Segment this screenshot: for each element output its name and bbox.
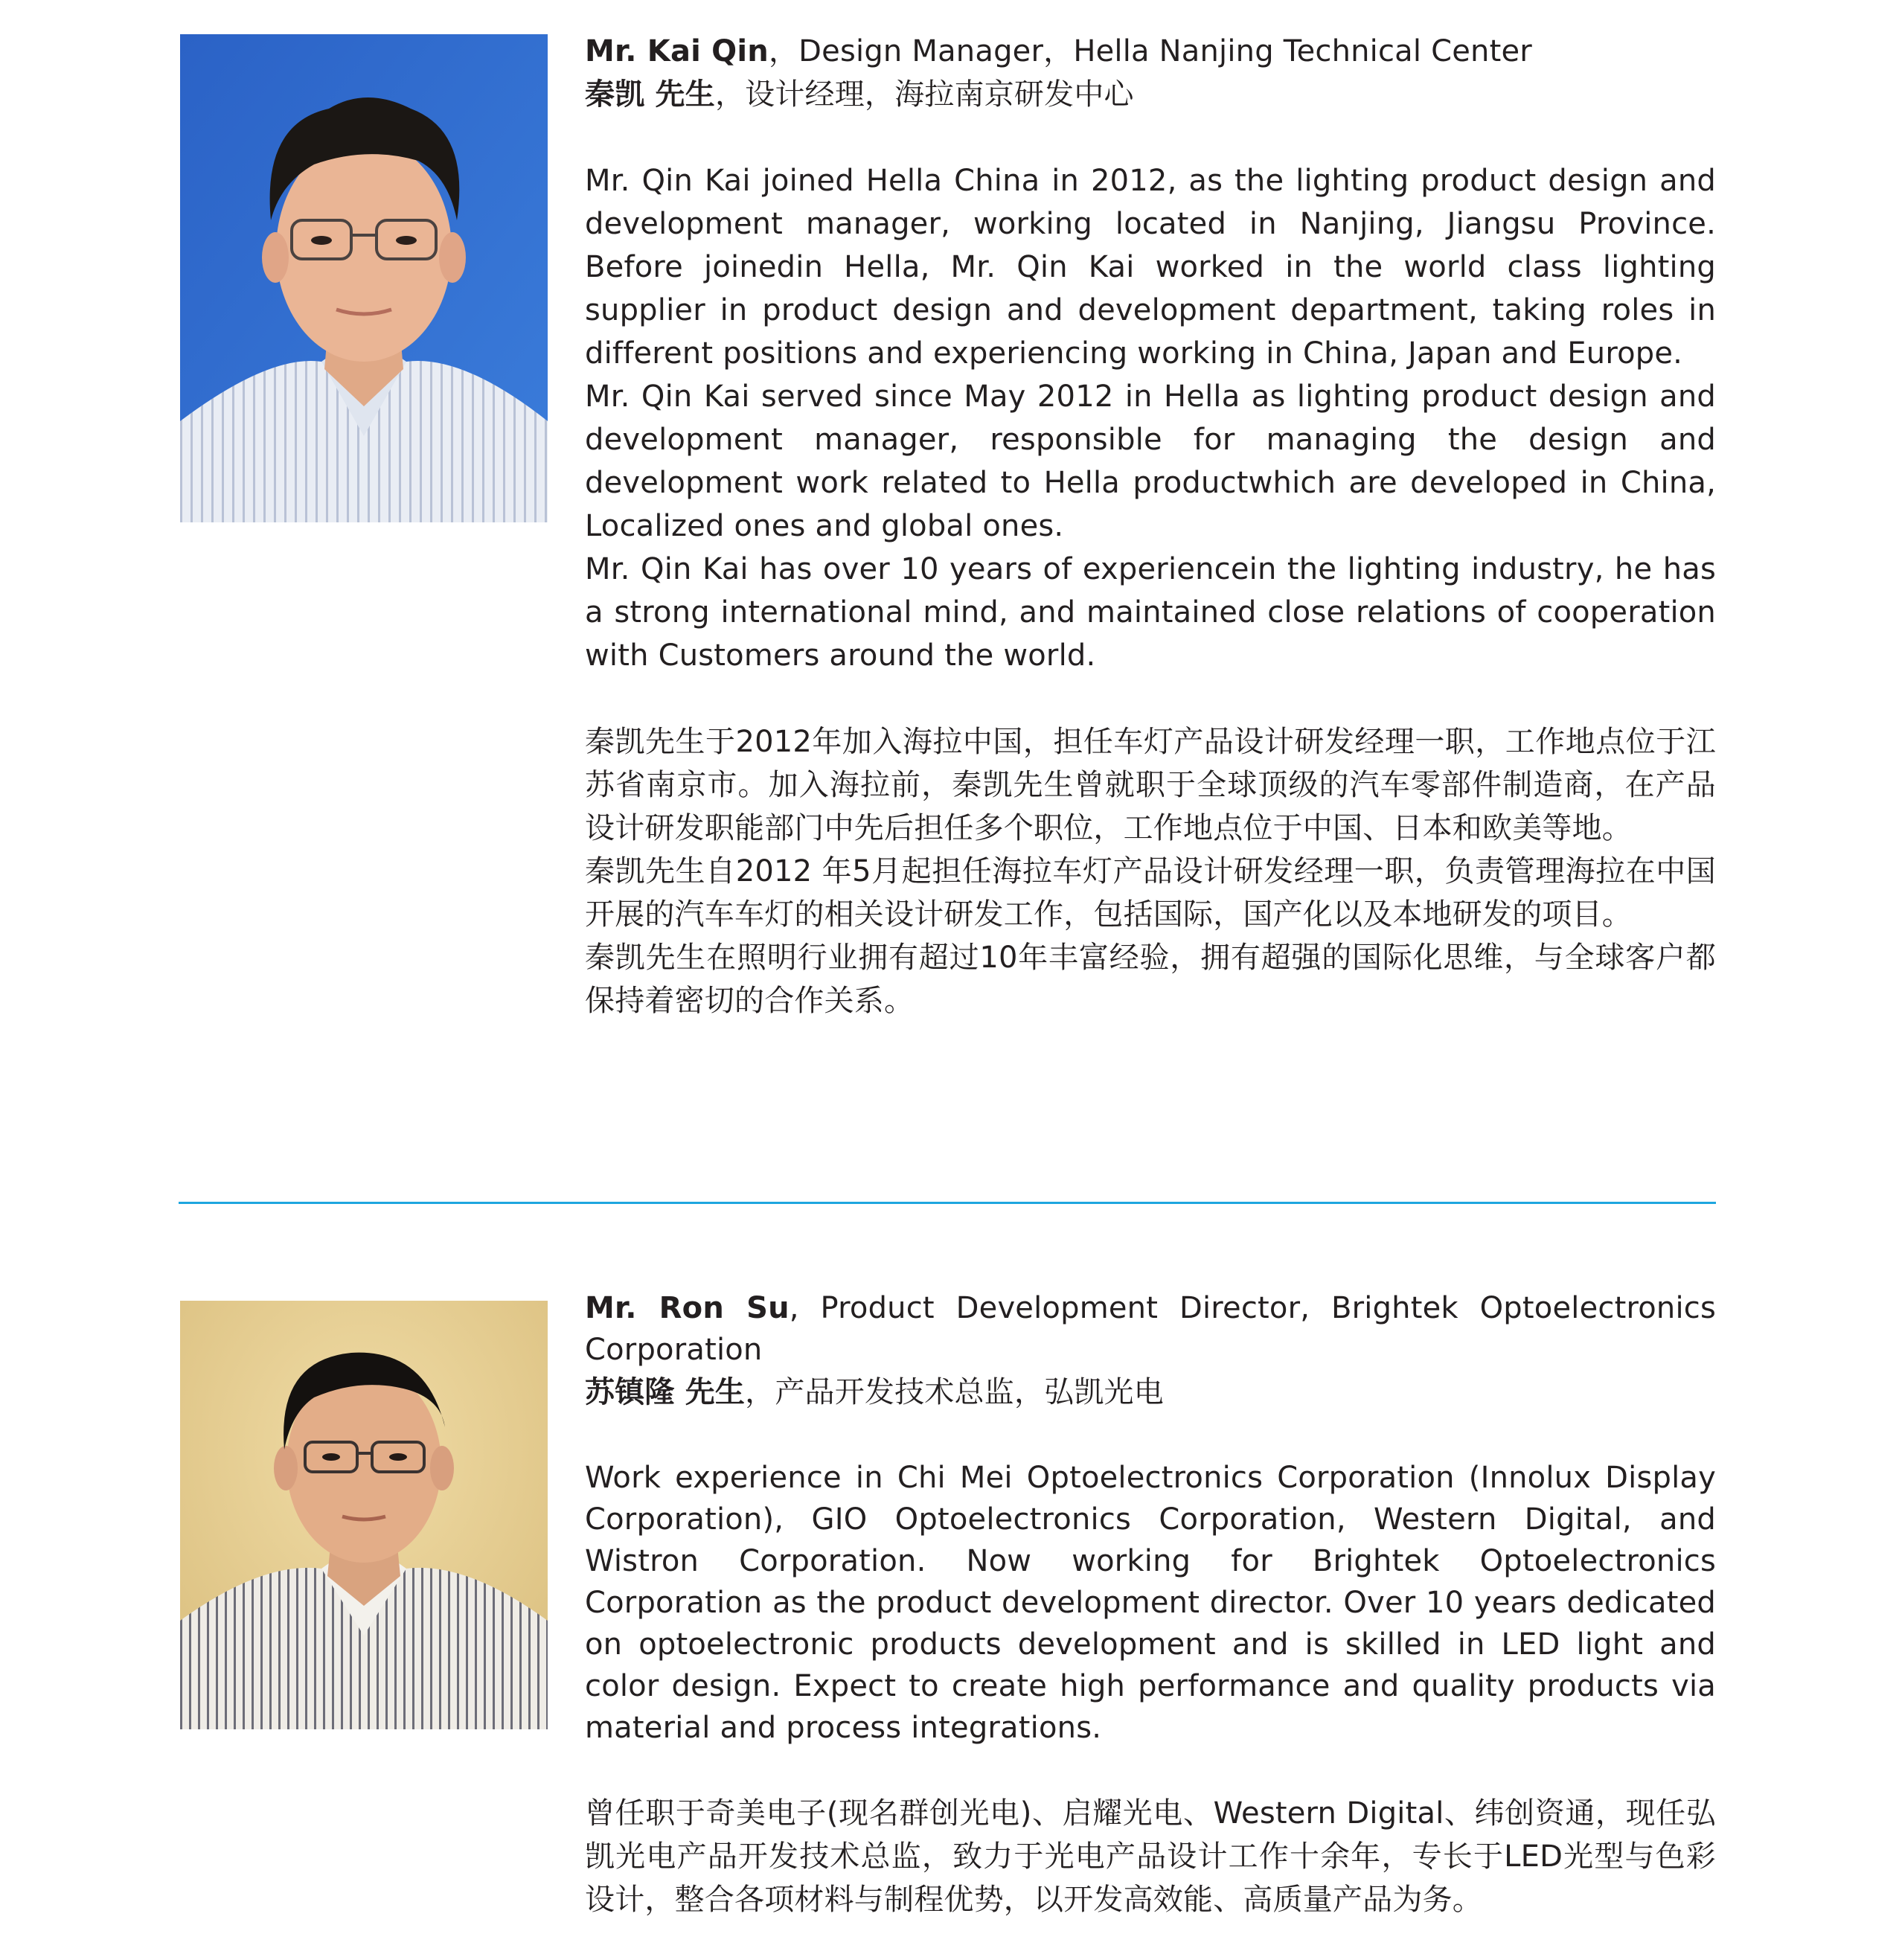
spacer [585,116,1716,159]
bio-paragraph-en: Mr. Qin Kai joined Hella China in 2012, as the lighting product design and development manager, working located in Nanjing, Jiangsu Province. Before joinedin Hella, Mr. Qin Kai worked in the world class lighting supplier in product design and development department, taking roles in different positions and experiencing working in China, Japan and Europe. [585,164,1716,371]
speaker-heading-cn [585,73,1716,116]
bio-paragraph-cn: 曾任职于奇美电子(现名群创光电)、启耀光电、Western Digital、纬创资通，现任弘凯光电产品开发技术总监，致力于光电产品设计工作十余年，专长于LED光型与色彩设计，整合各项材料与制程优势，以开发高效能、高质量产品为务。 [585,1796,1716,1917]
speaker-bio-ron-su [585,1287,1716,1921]
bio-paragraph-cn: 秦凯先生在照明行业拥有超过10年丰富经验，拥有超强的国际化思维，与全球客户都保持着密切的合作关系。 [585,941,1716,1018]
speaker-heading-en [585,30,1716,73]
speaker-title-cn: ，产品开发技术总监，弘凯光电 [745,1375,1164,1409]
portrait-image [180,34,548,522]
spacer [585,1749,1716,1792]
speaker-heading-cn [585,1371,1716,1414]
speaker-heading-en [585,1287,1716,1371]
portrait-image [180,1301,548,1729]
speaker-title: ，Design Manager，Hella Nanjing Technical Center [768,34,1532,68]
bio-paragraph-cn: 秦凯先生于2012年加入海拉中国，担任车灯产品设计研发经理一职，工作地点位于江苏省南京市。加入海拉前，秦凯先生曾就职于全球顶级的汽车零部件制造商，在产品设计研发职能部门中先后担任多个职位，工作地点位于中国、日本和欧美等地。 [585,725,1716,845]
bio-paragraph-en: Mr. Qin Kai served since May 2012 in Hella as lighting product design and development manager, responsible for managing the design and development work related to Hella productwhich are developed in China, Localized ones and global ones. [585,379,1716,543]
speaker-title: , Product Development Director, Brightek Optoelectronics Corporation [585,1291,1716,1367]
speaker-bio-kai-qin [585,30,1716,1022]
speaker-photo-ron-su [180,1301,548,1729]
bio-cn [585,720,1716,1022]
speaker-name-cn: 秦凯 先生 [585,77,715,112]
spacer [585,1414,1716,1457]
bio-cn [585,1792,1716,1921]
speaker-name-cn: 苏镇隆 先生 [585,1375,746,1409]
speaker-name: Mr. Ron Su [585,1291,790,1325]
bio-paragraph-en: Mr. Qin Kai has over 10 years of experiencein the lighting industry, he has a strong international mind, and maintained close relations of cooperation with Customers around the world. [585,552,1716,673]
speaker-name: Mr. Kai Qin [585,34,769,68]
bio-paragraph-cn: 秦凯先生自2012 年5月起担任海拉车灯产品设计研发经理一职，负责管理海拉在中国开展的汽车车灯的相关设计研发工作，包括国际，国产化以及本地研发的项目。 [585,854,1716,932]
speaker-title-cn: ，设计经理，海拉南京研发中心 [714,77,1134,112]
section-divider [179,1202,1716,1204]
bio-paragraph-en: Work experience in Chi Mei Optoelectronics Corporation (Innolux Display Corporation), GIO Optoelectronics Corporation, Western Digital, and Wistron Corporation. Now working for Brightek Optoelectronics Corporation as the product development director. Over 10 years dedicated on optoelectronic products development and is skilled in LED light and color design. Expect to create high performance and quality products via material and process integrations. [585,1461,1716,1745]
spacer [585,677,1716,720]
speaker-photo-kai-qin [180,34,548,522]
